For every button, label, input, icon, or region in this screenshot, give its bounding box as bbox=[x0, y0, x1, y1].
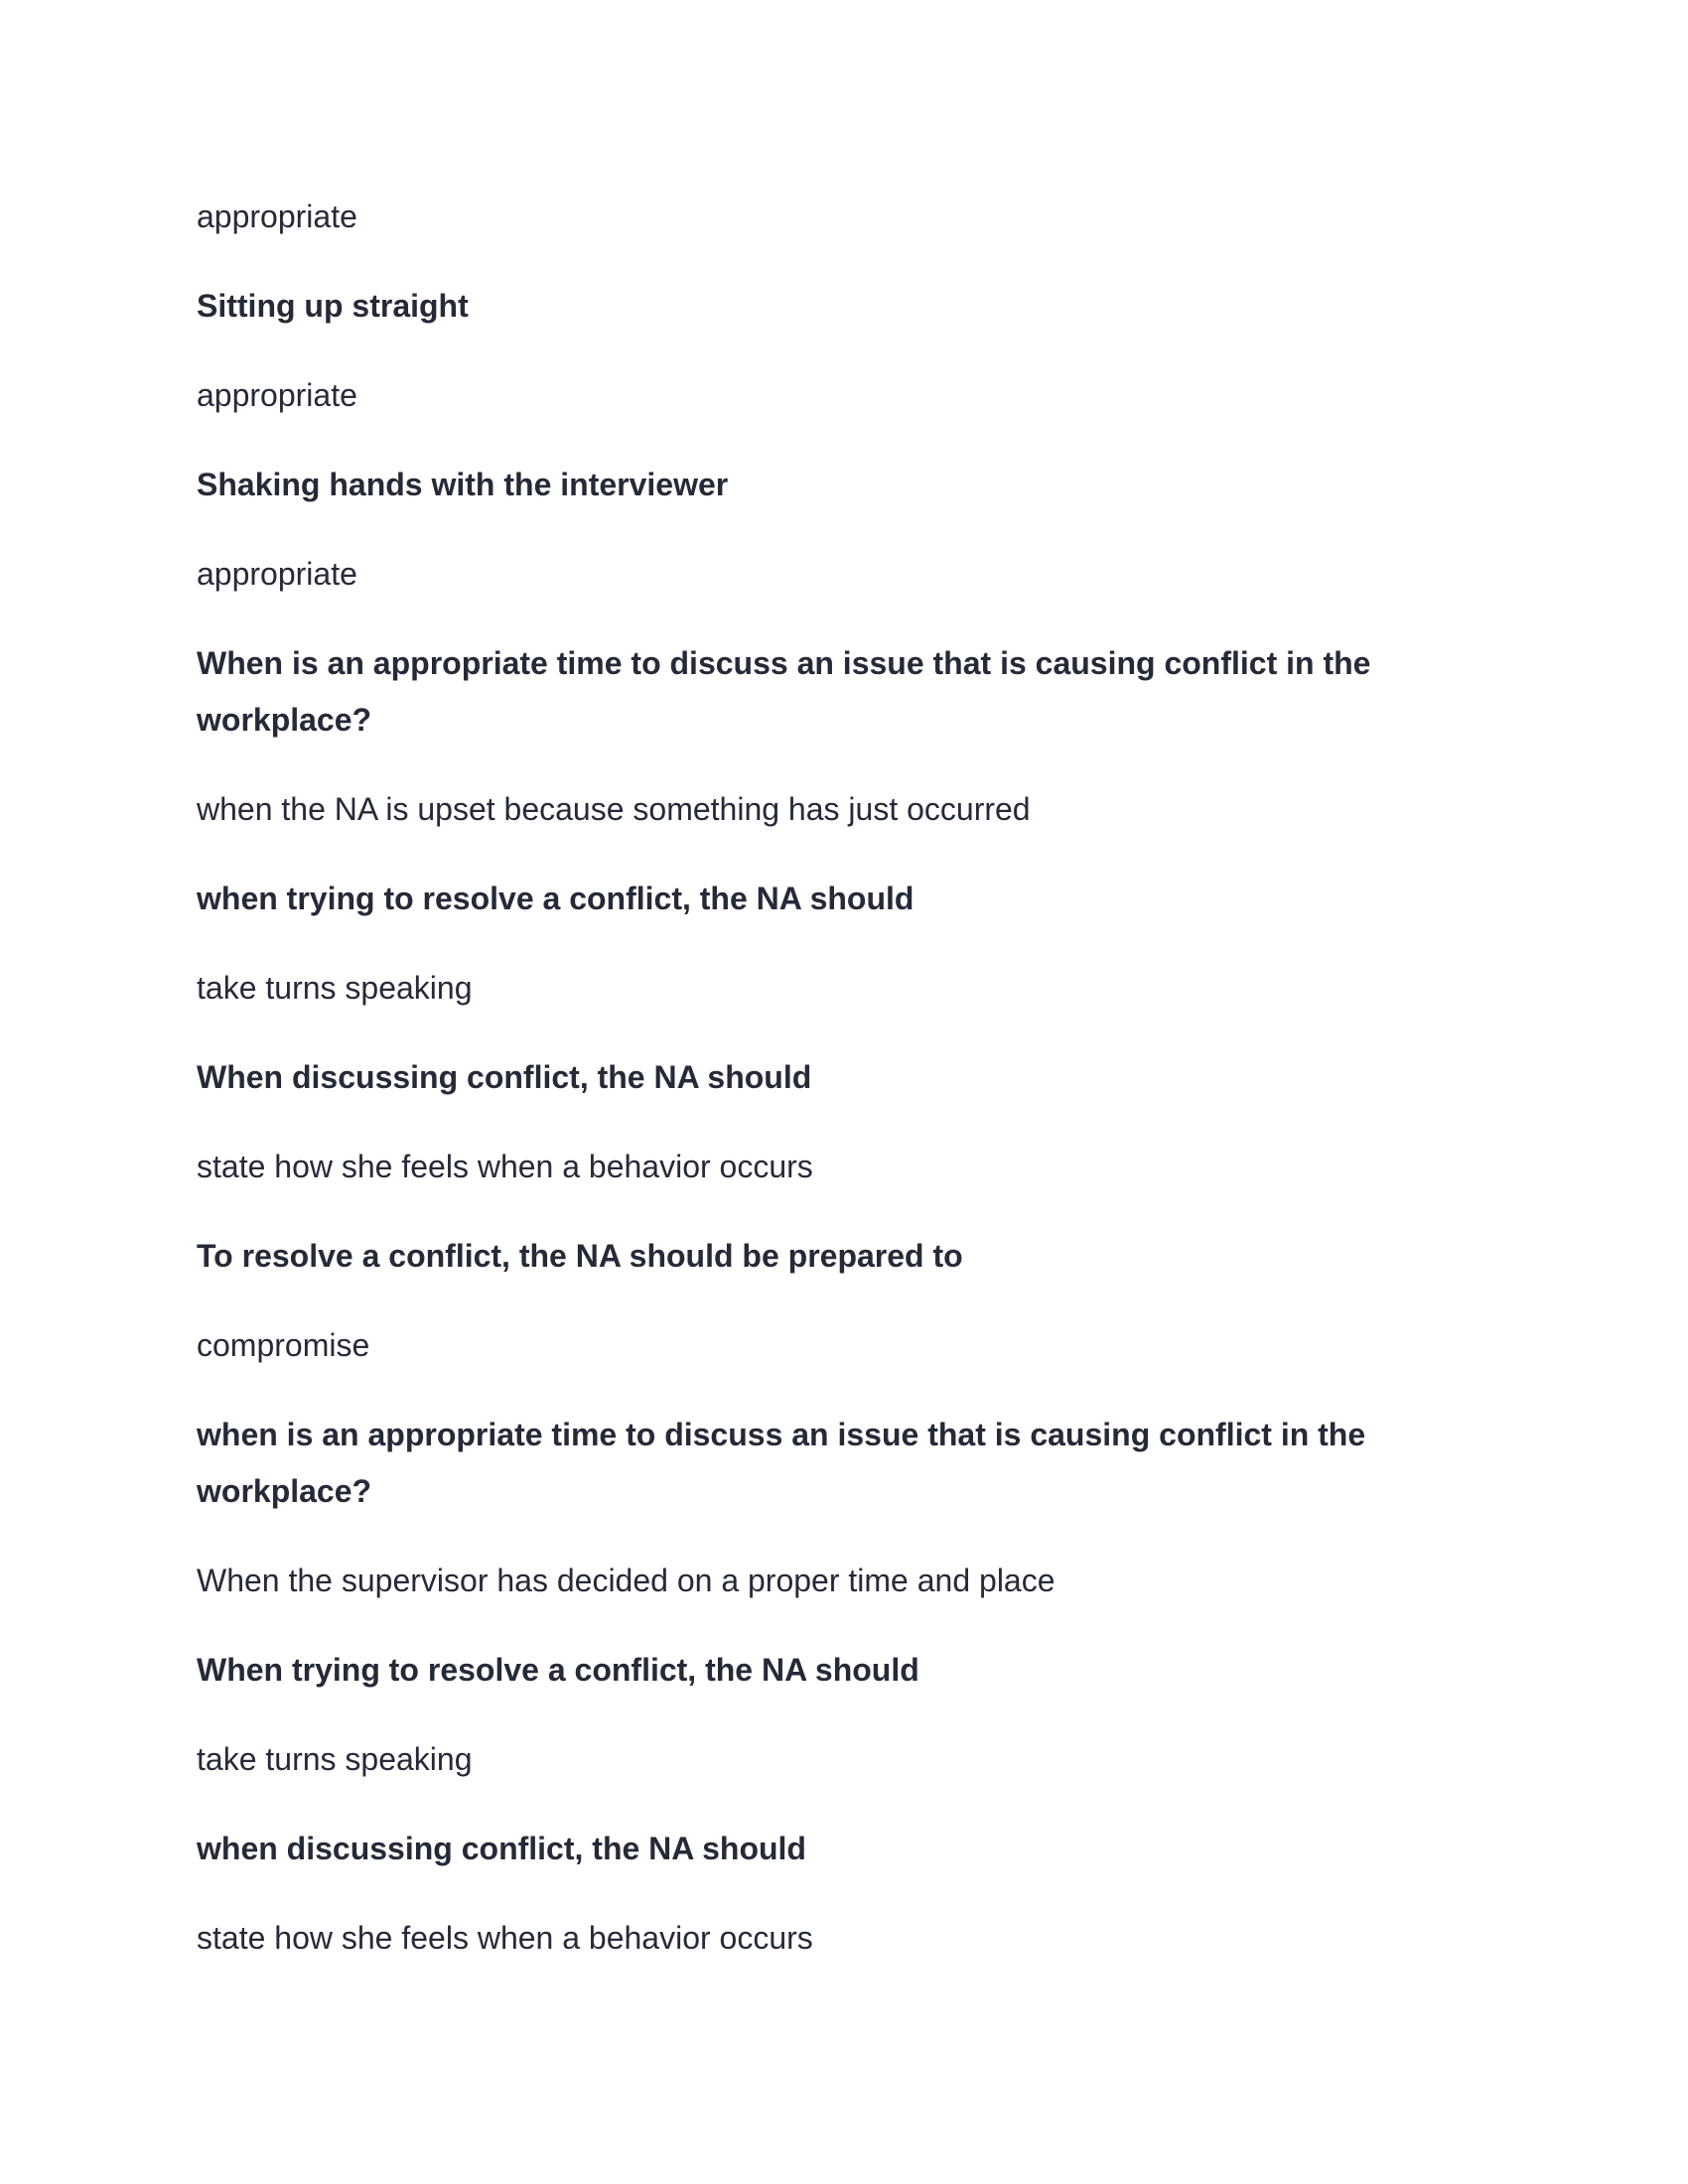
answer-text: compromise bbox=[197, 1327, 370, 1363]
answer-text: take turns speaking bbox=[197, 970, 473, 1006]
question-text: When trying to resolve a conflict, the NA should bbox=[197, 1652, 919, 1688]
question-text: Sitting up straight bbox=[197, 288, 469, 324]
answer-text: appropriate bbox=[197, 377, 357, 413]
answer-text: state how she feels when a behavior occurs bbox=[197, 1149, 813, 1184]
answer-text: appropriate bbox=[197, 556, 357, 592]
answer-text: state how she feels when a behavior occurs bbox=[197, 1920, 813, 1956]
question-text: To resolve a conflict, the NA should be prepared to bbox=[197, 1238, 963, 1274]
question-text: when trying to resolve a conflict, the NA should bbox=[197, 881, 914, 916]
question-text: when is an appropriate time to discuss an issue that is causing conflict in the workplace? bbox=[197, 1417, 1366, 1509]
question-text: Shaking hands with the interviewer bbox=[197, 467, 729, 502]
answer-text: take turns speaking bbox=[197, 1741, 473, 1777]
answer-text: appropriate bbox=[197, 199, 357, 234]
question-text: when discussing conflict, the NA should bbox=[197, 1831, 806, 1866]
question-text: When discussing conflict, the NA should bbox=[197, 1059, 812, 1095]
answer-text: When the supervisor has decided on a proper time and place bbox=[197, 1563, 1055, 1598]
document-page bbox=[197, 189, 1507, 1999]
question-text: When is an appropriate time to discuss an issue that is causing conflict in the workplace? bbox=[197, 645, 1371, 738]
answer-text: when the NA is upset because something has just occurred bbox=[197, 791, 1031, 827]
